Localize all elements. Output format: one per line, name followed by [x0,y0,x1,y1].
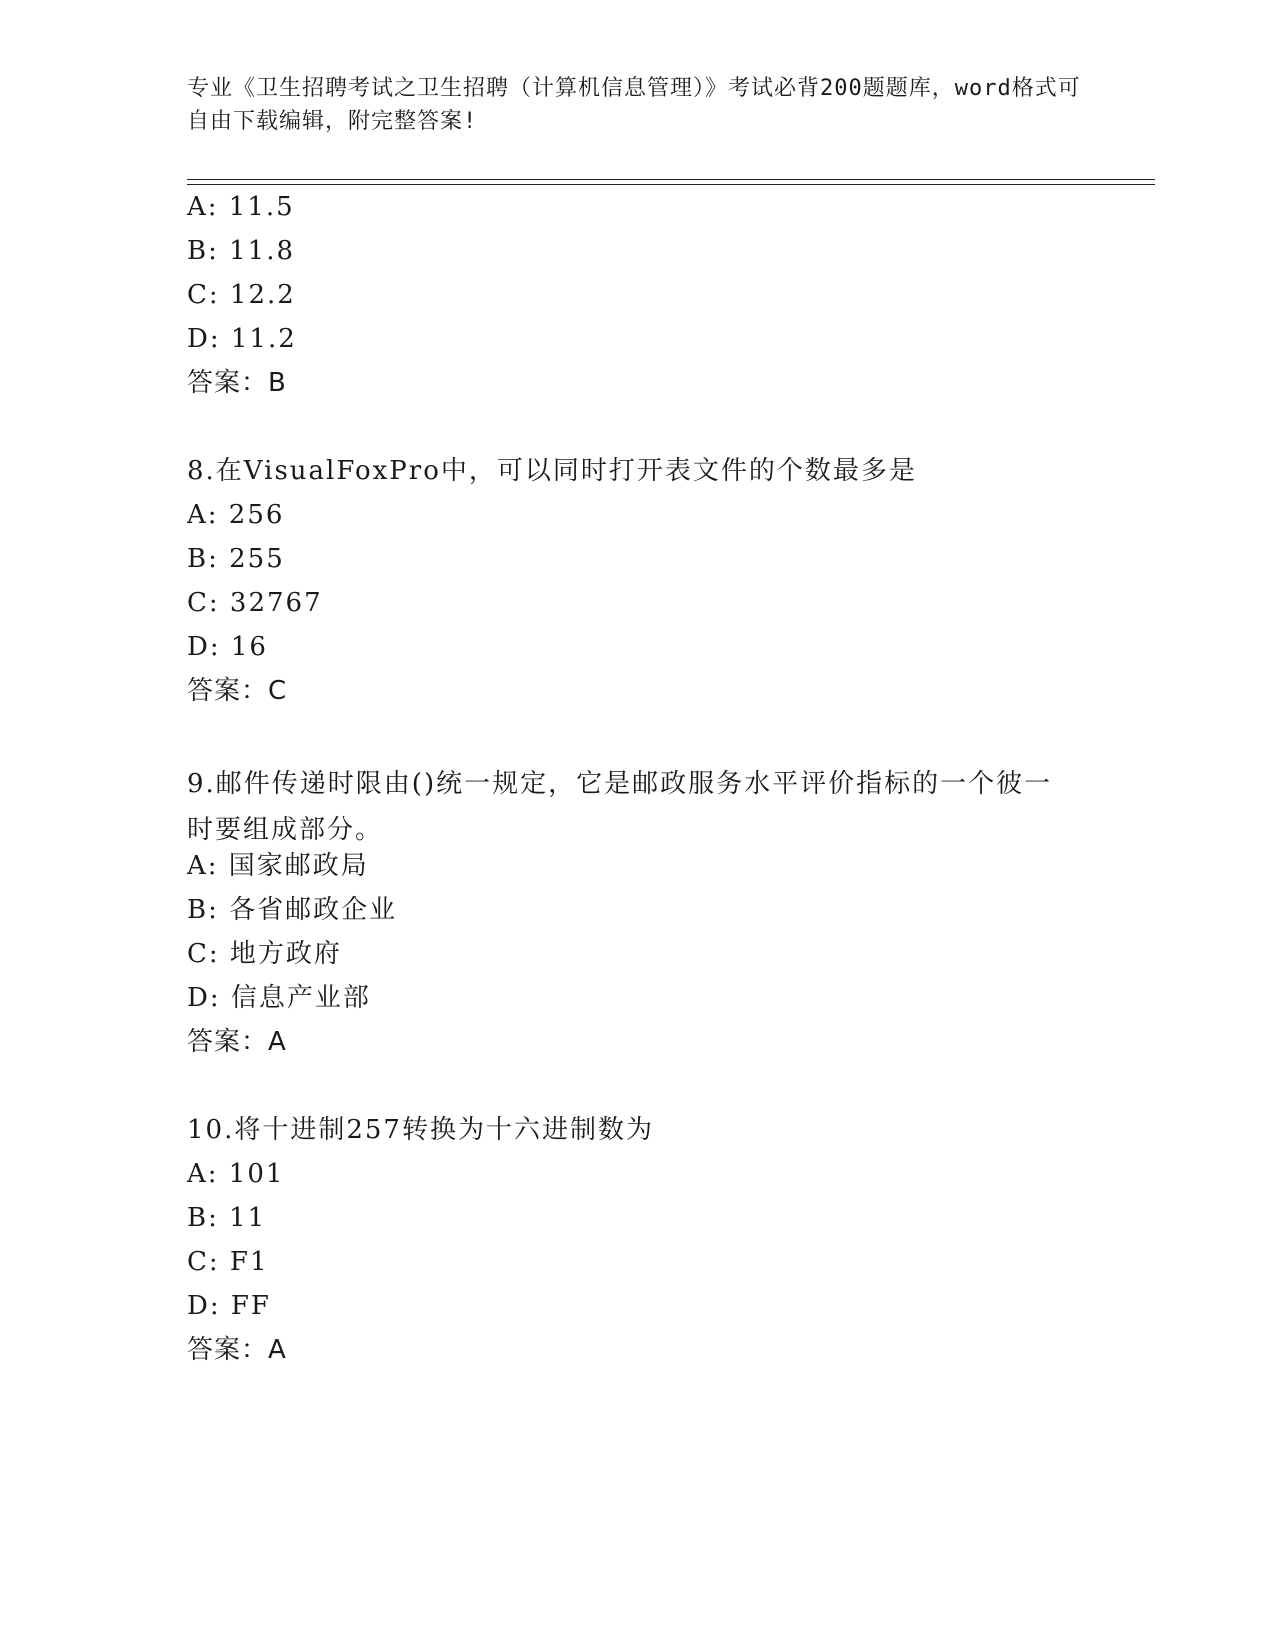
q10-answer: 答案：A [187,1335,287,1365]
q10-option-b: B: 11 [187,1203,267,1233]
q9-option-c: C: 地方政府 [187,939,342,969]
q9-option-b: B: 各省邮政企业 [187,895,398,925]
q8-answer: 答案：C [187,676,288,706]
q7-option-b: B: 11.8 [187,236,296,266]
header-divider-top [187,179,1155,180]
header-divider-bottom [187,184,1155,185]
q8-stem: 8.在VisualFoxPro中，可以同时打开表文件的个数最多是 [187,456,917,486]
q7-option-c: C: 12.2 [187,280,296,310]
q7-option-a: A: 11.5 [187,192,295,222]
q10-option-a: A: 101 [187,1159,285,1189]
q9-answer: 答案：A [187,1027,287,1057]
q8-option-a: A: 256 [187,500,285,530]
q7-option-d: D: 11.2 [187,324,297,354]
q10-stem: 10.将十进制257转换为十六进制数为 [187,1115,654,1145]
q10-option-c: C: F1 [187,1247,269,1277]
q7-answer: 答案：B [187,368,287,398]
q8-option-c: C: 32767 [187,588,323,618]
q8-option-d: D: 16 [187,632,268,662]
q10-option-d: D: FF [187,1291,271,1321]
q8-option-b: B: 255 [187,544,285,574]
q9-stem: 9.邮件传递时限由()统一规定，它是邮政服务水平评价指标的一个彼一时要组成部分。 [187,769,1053,845]
q9-option-d: D: 信息产业部 [187,983,371,1013]
document-header: 专业《卫生招聘考试之卫生招聘（计算机信息管理）》考试必背200题题库，word格式可自由下载编辑，附完整答案! [187,76,1081,134]
q9-option-a: A: 国家邮政局 [187,851,369,881]
